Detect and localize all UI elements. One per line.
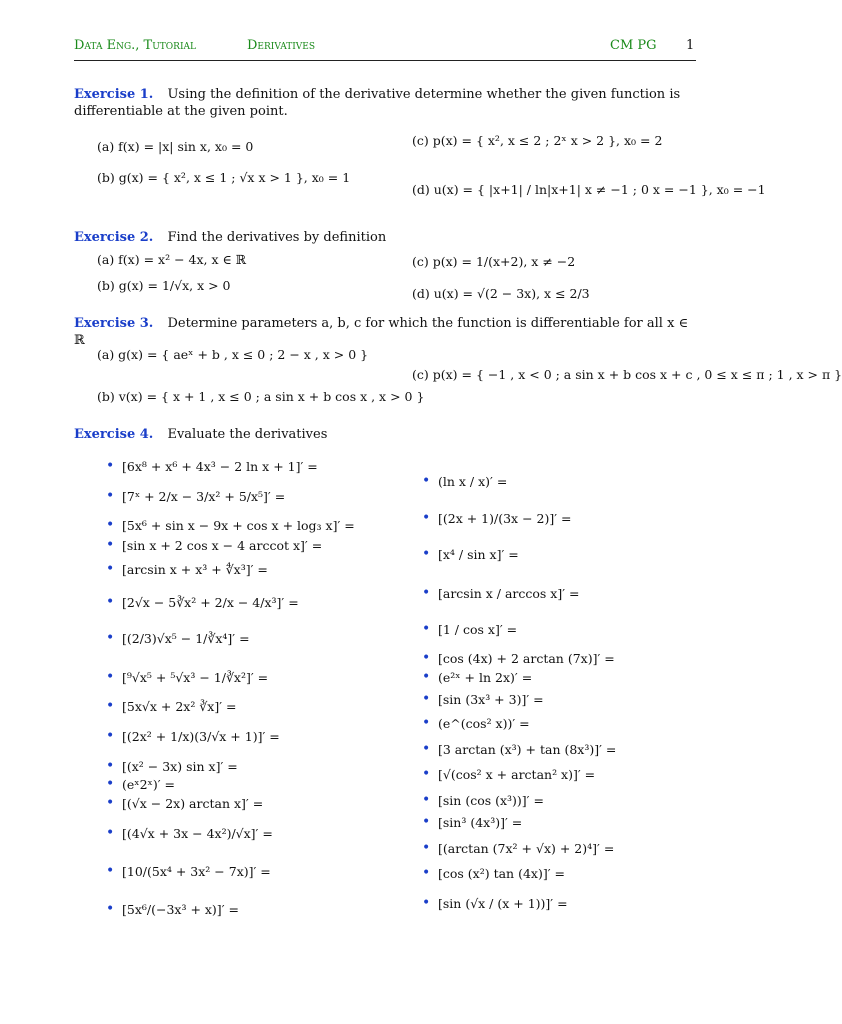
exercise-2-text: Find the derivatives by definition (167, 230, 387, 245)
ex4-right-item-5: • [1 / cos x]′ = (438, 622, 517, 637)
ex4-left-item-16: • [5x⁶/(−3x³ + x)]′ = (122, 902, 239, 917)
ex4-left-item-7: • [(2/3)√x⁵ − 1/∛x⁴]′ = (122, 631, 250, 646)
ex4-left-item-1: • [6x⁸ + x⁶ + 4x³ − 2 ln x + 1]′ = (122, 459, 318, 474)
exercise-2-label: Exercise 2. (74, 230, 154, 245)
ex4-right-item-4: • [arcsin x / arccos x]′ = (438, 586, 580, 601)
exercise-2 (74, 229, 696, 246)
ex4-right-item-11: • [√(cos² x + arctan² x)]′ = (438, 767, 595, 782)
ex4-left-item-3: • [5x⁶ + sin x − 9x + cos x + log₃ x]′ = (122, 518, 355, 533)
exercise-4 (74, 426, 696, 443)
exercise-1 (74, 86, 696, 120)
exercise-3 (74, 315, 696, 349)
ex2-item-c: (c) p(x) = 1/(x+2), x ≠ −2 (412, 254, 576, 269)
ex1-item-c: (c) p(x) = { x², x ≤ 2 ; 2ˣ x > 2 }, x₀ = 2 (412, 133, 663, 148)
ex3-item-c: (c) p(x) = { −1 , x < 0 ; a sin x + b cos x + c , 0 ≤ x ≤ π ; 1 , x > π } (412, 367, 842, 382)
ex4-right-item-9: • (e^(cos² x))′ = (438, 716, 530, 731)
ex4-right-item-1: • (ln x / x)′ = (438, 474, 507, 489)
exercise-4-label: Exercise 4. (74, 427, 154, 442)
ex4-right-item-15: • [cos (x²) tan (4x)]′ = (438, 866, 565, 881)
ex2-item-b: (b) g(x) = 1/√x, x > 0 (97, 278, 231, 293)
ex4-left-item-13: • [(√x − 2x) arctan x]′ = (122, 796, 263, 811)
header-group-text: CM PG (610, 38, 657, 53)
header-topic (247, 38, 315, 53)
header-group (610, 38, 657, 53)
ex1-item-d: (d) u(x) = { |x+1| / ln|x+1| x ≠ −1 ; 0 x = −1 }, x₀ = −1 (412, 182, 766, 197)
ex4-left-item-10: • [(2x² + 1/x)(3/√x + 1)]′ = (122, 729, 280, 744)
header-rule (74, 60, 696, 61)
ex4-left-item-6: • [2√x − 5∛x² + 2/x − 4/x³]′ = (122, 595, 299, 610)
header-course-text: Data Eng., Tutorial (74, 38, 196, 53)
ex2-item-a: (a) f(x) = x² − 4x, x ∈ ℝ (97, 252, 247, 267)
page-number (686, 38, 694, 53)
ex4-right-item-2: • [(2x + 1)/(3x − 2)]′ = (438, 511, 572, 526)
ex4-right-item-10: • [3 arctan (x³) + tan (8x³)]′ = (438, 742, 616, 757)
ex4-left-item-8: • [⁹√x⁵ + ⁵√x³ − 1/∛x²]′ = (122, 670, 268, 685)
exercise-3-label: Exercise 3. (74, 316, 154, 331)
page-number-text: 1 (686, 38, 695, 53)
ex4-right-item-13: • [sin³ (4x³)]′ = (438, 815, 522, 830)
header-topic-text: Derivatives (247, 38, 316, 53)
ex1-item-b: (b) g(x) = { x², x ≤ 1 ; √x x > 1 }, x₀ = 1 (97, 170, 351, 185)
ex4-left-item-12: • (eˣ2ˣ)′ = (122, 777, 175, 792)
ex4-right-item-3: • [x⁴ / sin x]′ = (438, 547, 519, 562)
ex4-right-item-16: • [sin (√x / (x + 1))]′ = (438, 896, 568, 911)
ex4-left-item-2: • [7ˣ + 2/x − 3/x² + 5/x⁵]′ = (122, 489, 285, 504)
exercise-1-label: Exercise 1. (74, 87, 154, 102)
ex4-right-item-14: • [(arctan (7x² + √x) + 2)⁴]′ = (438, 841, 614, 856)
exercise-4-text: Evaluate the derivatives (167, 427, 328, 442)
ex4-left-item-9: • [5x√x + 2x² ∛x]′ = (122, 699, 236, 714)
ex4-left-item-14: • [(4√x + 3x − 4x²)/√x]′ = (122, 826, 273, 841)
ex4-left-item-15: • [10/(5x⁴ + 3x² − 7x)]′ = (122, 864, 271, 879)
ex4-right-item-8: • [sin (3x³ + 3)]′ = (438, 692, 544, 707)
header-course (74, 38, 196, 53)
ex1-item-a: (a) f(x) = |x| sin x, x₀ = 0 (97, 139, 254, 154)
ex4-right-item-12: • [sin (cos (x³))]′ = (438, 793, 544, 808)
ex3-item-b: (b) v(x) = { x + 1 , x ≤ 0 ; a sin x + b cos x , x > 0 } (97, 389, 425, 404)
ex4-left-item-5: • [arcsin x + x³ + ∜x³]′ = (122, 562, 268, 577)
ex2-item-d: (d) u(x) = √(2 − 3x), x ≤ 2/3 (412, 286, 590, 301)
exercise-3-text: Determine parameters a, b, c for which the function is differentiable for all x ∈ ℝ (74, 316, 689, 348)
exercise-1-text: Using the definition of the derivative determine whether the given function is differentiable at the given point. (74, 87, 681, 119)
ex4-left-item-11: • [(x² − 3x) sin x]′ = (122, 759, 238, 774)
ex4-right-item-6: • [cos (4x) + 2 arctan (7x)]′ = (438, 651, 615, 666)
ex4-left-item-4: • [sin x + 2 cos x − 4 arccot x]′ = (122, 538, 322, 553)
ex3-item-a: (a) g(x) = { aeˣ + b , x ≤ 0 ; 2 − x , x > 0 } (97, 347, 369, 362)
ex4-right-item-7: • (e²ˣ + ln 2x)′ = (438, 670, 532, 685)
